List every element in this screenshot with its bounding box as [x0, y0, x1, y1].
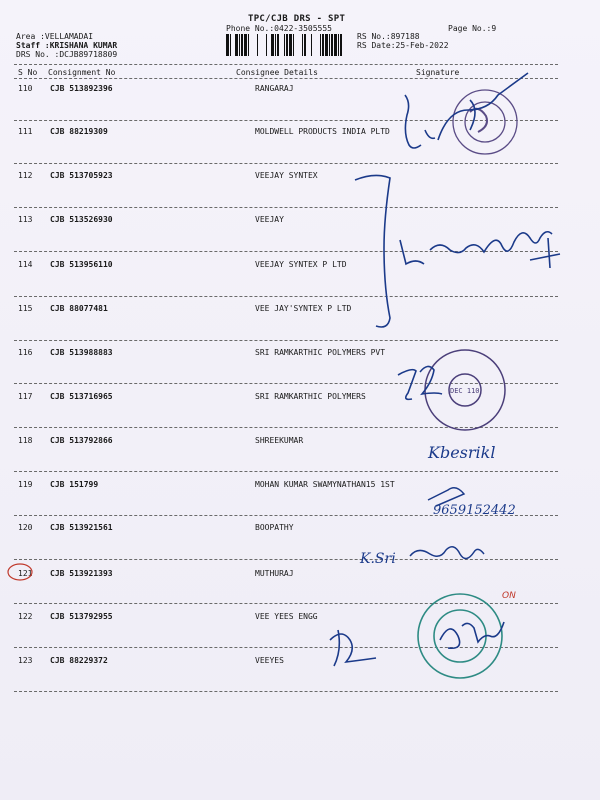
barcode-bar — [275, 34, 276, 56]
table-row — [0, 84, 600, 96]
row-consignee: SRI RAMKARTHIC POLYMERS — [255, 392, 366, 401]
row-consignee: VEE JAY'SYNTEX P LTD — [255, 304, 352, 313]
barcode-bar — [311, 34, 312, 56]
row-consignment: CJB 513792866 — [50, 436, 113, 445]
row-consignment: CJB 513956110 — [50, 260, 113, 269]
divider — [14, 647, 558, 648]
barcode-bar — [248, 34, 249, 56]
row-consignee: SHREEKUMAR — [255, 436, 304, 445]
barcode-bar — [286, 34, 288, 56]
signature-122 — [440, 622, 504, 648]
divider — [14, 78, 558, 79]
barcode-bar — [244, 34, 247, 56]
row-consignment: CJB 513705923 — [50, 171, 113, 180]
barcode-bar — [325, 34, 328, 56]
signature-118: Kbesrikl — [428, 443, 496, 462]
divider — [14, 471, 558, 472]
barcode-bar — [338, 34, 339, 56]
row-sno: 113 — [18, 215, 33, 224]
table-row — [0, 656, 600, 668]
row-consignee: VEE YEES ENGG — [255, 612, 318, 621]
barcode-bar — [284, 34, 285, 56]
barcode-bar — [235, 34, 238, 56]
divider — [14, 207, 558, 208]
row-sno: 112 — [18, 171, 33, 180]
company-stamp — [453, 90, 517, 154]
row-consignment: CJB 88077481 — [50, 304, 108, 313]
row-consignee: VEEYES — [255, 656, 284, 665]
divider — [14, 120, 558, 121]
sri-ramkarthic-stamp — [425, 350, 505, 430]
sheet-title: TPC/CJB DRS - SPT — [248, 14, 346, 24]
barcode-bar — [266, 34, 267, 56]
row-consignment: CJB 88219309 — [50, 127, 108, 136]
row-consignment: CJB 513716965 — [50, 392, 113, 401]
area-label: Area :VELLAMADAI — [16, 32, 94, 41]
row-consignee: VEEJAY SYNTEX P LTD — [255, 260, 347, 269]
column-header-signature: Signature — [416, 68, 460, 77]
signature-119: 9659152442 — [433, 503, 516, 518]
row-sno: 110 — [18, 84, 33, 93]
row-consignee: SRI RAMKARTHIC POLYMERS PVT — [255, 348, 386, 357]
divider — [14, 296, 558, 297]
row-sno: 116 — [18, 348, 33, 357]
row-consignment: CJB 513526930 — [50, 215, 113, 224]
column-header-sno: S No — [18, 68, 38, 77]
table-row — [0, 480, 600, 492]
row-sno: 115 — [18, 304, 33, 313]
barcode-bar — [271, 34, 274, 56]
row-consignee: BOOPATHY — [255, 523, 294, 532]
stamp-mark: ON — [502, 591, 516, 601]
divider — [14, 559, 558, 560]
row-consignment: CJB 513792955 — [50, 612, 113, 621]
row-consignment: CJB 513921561 — [50, 523, 113, 532]
barcode-bar — [289, 34, 292, 56]
drs-number: DRS No. :DCJB89718809 — [16, 50, 118, 59]
divider — [14, 383, 558, 384]
table-row — [0, 523, 600, 535]
barcode-bar — [334, 34, 337, 56]
barcode-bar — [340, 34, 342, 56]
table-row — [0, 304, 600, 316]
barcode-bar — [257, 34, 258, 56]
phone-number: Phone No.:0422-3505555 — [226, 24, 332, 33]
row-consignee: MOLDWELL PRODUCTS INDIA PLTD — [255, 127, 390, 136]
barcode — [225, 34, 347, 56]
column-header-consignee: Consignee Details — [236, 68, 318, 77]
row-sno: 121 — [18, 569, 33, 578]
row-sno: 117 — [18, 392, 33, 401]
row-sno: 114 — [18, 260, 33, 269]
divider — [14, 64, 558, 65]
row-consignment: CJB 513988883 — [50, 348, 113, 357]
barcode-bar — [293, 34, 294, 56]
barcode-bar — [304, 34, 306, 56]
page-number: Page No.:9 — [448, 24, 497, 33]
barcode-bar — [320, 34, 321, 56]
row-consignment: CJB 88229372 — [50, 656, 108, 665]
barcode-bar — [277, 34, 279, 56]
staff-label: Staff :KRISHANA KUMAR — [16, 41, 118, 50]
barcode-bar — [331, 34, 333, 56]
column-header-consignment: Consignment No — [48, 68, 116, 77]
row-sno: 122 — [18, 612, 33, 621]
table-row — [0, 436, 600, 448]
table-row — [0, 392, 600, 404]
row-consignment: CJB 513892396 — [50, 84, 113, 93]
barcode-bar — [241, 34, 243, 56]
divider — [14, 163, 558, 164]
rs-number: RS No.:897188 — [357, 32, 420, 41]
divider — [14, 427, 558, 428]
table-row — [0, 215, 600, 227]
row-sno: 120 — [18, 523, 33, 532]
row-consignee: MOHAN KUMAR SWAMYNATHAN15 1ST — [255, 480, 395, 489]
row-sno: 111 — [18, 127, 33, 136]
table-row — [0, 127, 600, 139]
divider — [14, 515, 558, 516]
table-row — [0, 569, 600, 581]
table-row — [0, 171, 600, 183]
signature-121-tail — [410, 547, 484, 559]
table-row — [0, 348, 600, 360]
row-sno: 119 — [18, 480, 33, 489]
divider — [14, 691, 558, 692]
row-consignee: RANGARAJ — [255, 84, 294, 93]
divider — [14, 340, 558, 341]
barcode-bar — [230, 34, 231, 56]
row-consignee: MUTHURAJ — [255, 569, 294, 578]
divider — [14, 603, 558, 604]
row-sno: 123 — [18, 656, 33, 665]
row-consignee: VEEJAY SYNTEX — [255, 171, 318, 180]
row-consignment: CJB 513921393 — [50, 569, 113, 578]
rs-date: RS Date:25-Feb-2022 — [357, 41, 449, 50]
row-sno: 118 — [18, 436, 33, 445]
row-consignment: CJB 151799 — [50, 480, 99, 489]
barcode-bar — [302, 34, 303, 56]
table-row — [0, 260, 600, 272]
barcode-bar — [226, 34, 229, 56]
signature-121: K.Sri — [360, 551, 396, 567]
barcode-bar — [322, 34, 324, 56]
divider — [14, 251, 558, 252]
row-consignee: VEEJAY — [255, 215, 284, 224]
stamp-center-text: DEC 110 — [450, 387, 480, 395]
barcode-bar — [329, 34, 330, 56]
barcode-bar — [239, 34, 240, 56]
table-row — [0, 612, 600, 624]
